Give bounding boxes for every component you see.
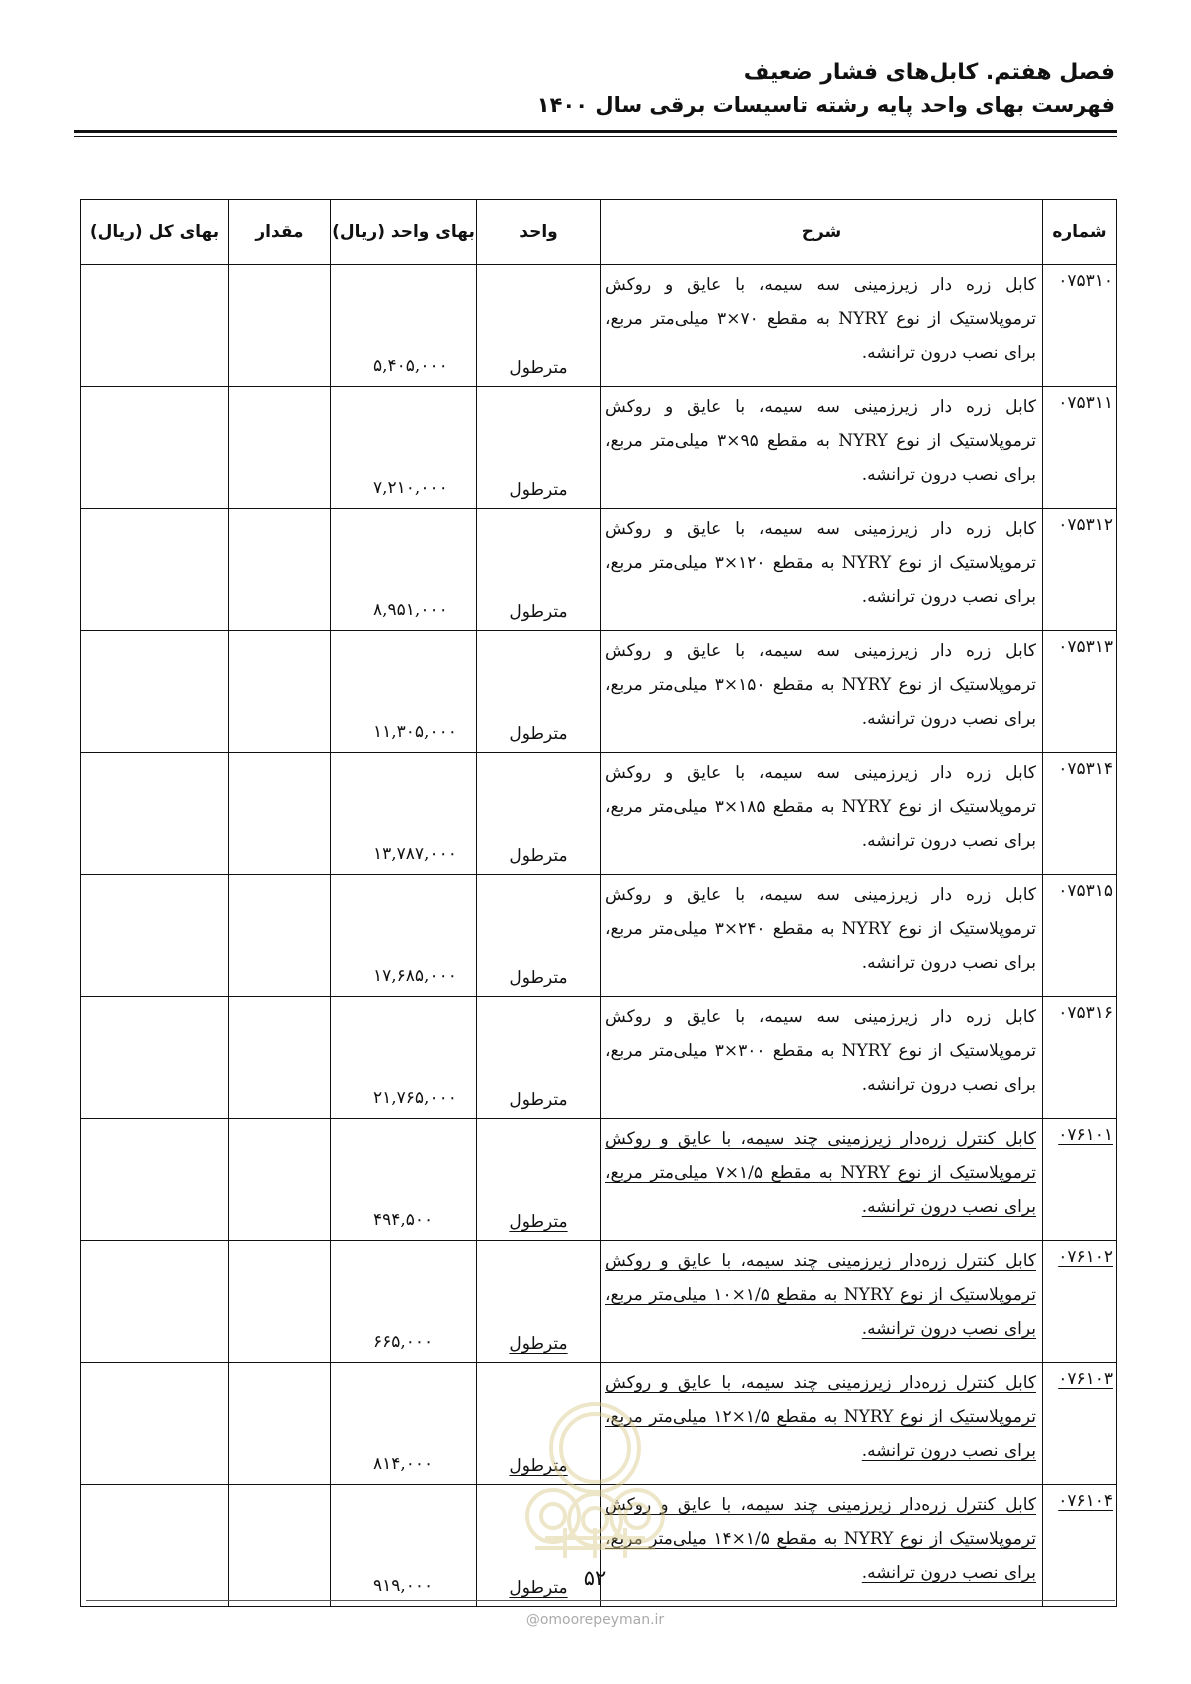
item-code: ۰۷۵۳۱۴ — [1058, 759, 1113, 779]
item-code: ۰۷۶۱۰۳ — [1058, 1369, 1113, 1389]
item-unit: مترطول — [509, 1456, 568, 1476]
page-header — [76, 60, 1115, 117]
item-description: کابل زره دار زیرزمینی سه سیمه، با عایق و روکش ترموپلاستیک از نوع NYRY به مقطع ۱۵۰×۳ میلی‌متر مربع، برای نصب درون ترانشه. — [605, 641, 1036, 729]
item-unit-price: ۸۱۴,۰۰۰ — [373, 1454, 434, 1474]
item-unit: مترطول — [509, 1334, 568, 1354]
item-description: کابل کنترل زره‌دار زیرزمینی چند سیمه، با عایق و روکش ترموپلاستیک از نوع NYRY به مقطع ۱/۵×۷ میلی‌متر مربع، برای نصب درون ترانشه. — [605, 1129, 1036, 1217]
item-unit: مترطول — [509, 602, 568, 622]
item-unit: مترطول — [509, 846, 568, 866]
item-code: ۰۷۶۱۰۱ — [1058, 1125, 1113, 1145]
item-code: ۰۷۵۳۱۳ — [1058, 637, 1113, 657]
col-header-unit-price: بهای واحد (ریال) — [331, 200, 477, 265]
item-description: کابل کنترل زره‌دار زیرزمینی چند سیمه، با عایق و روکش ترموپلاستیک از نوع NYRY به مقطع ۱/۵×۱۰ میلی‌متر مربع، برای نصب درون ترانشه. — [605, 1251, 1036, 1339]
item-unit-price: ۱۷,۶۸۵,۰۰۰ — [373, 966, 457, 986]
page-number: ۵۲ — [583, 1566, 607, 1590]
footer-rule — [86, 1600, 1115, 1601]
item-code: ۰۷۵۳۱۲ — [1058, 515, 1113, 535]
item-unit-price: ۲۱,۷۶۵,۰۰۰ — [373, 1088, 457, 1108]
item-unit-price: ۸,۹۵۱,۰۰۰ — [373, 600, 448, 620]
item-unit-price: ۱۱,۳۰۵,۰۰۰ — [373, 722, 457, 742]
col-header-qty: مقدار — [229, 200, 331, 265]
col-header-desc: شرح — [601, 200, 1043, 265]
item-unit-price: ۹۱۹,۰۰۰ — [373, 1576, 434, 1596]
item-code: ۰۷۵۳۱۵ — [1058, 881, 1113, 901]
table-header-row — [81, 200, 1117, 265]
item-unit-price: ۵,۴۰۵,۰۰۰ — [373, 356, 448, 376]
website-watermark: @omoorepeyman.ir — [525, 1612, 665, 1628]
header-rule-thin — [74, 136, 1117, 137]
item-description: کابل زره دار زیرزمینی سه سیمه، با عایق و روکش ترموپلاستیک از نوع NYRY به مقطع ۱۸۵×۳ میلی‌متر مربع، برای نصب درون ترانشه. — [605, 763, 1036, 851]
table-row — [81, 753, 1117, 875]
item-unit-price: ۴۹۴,۵۰۰ — [373, 1210, 434, 1230]
item-description: کابل زره دار زیرزمینی سه سیمه، با عایق و روکش ترموپلاستیک از نوع NYRY به مقطع ۷۰×۳ میلی‌متر مربع، برای نصب درون ترانشه. — [605, 275, 1036, 363]
item-description: کابل زره دار زیرزمینی سه سیمه، با عایق و روکش ترموپلاستیک از نوع NYRY به مقطع ۹۵×۳ میلی‌متر مربع، برای نصب درون ترانشه. — [605, 397, 1036, 485]
item-description: کابل زره دار زیرزمینی سه سیمه، با عایق و روکش ترموپلاستیک از نوع NYRY به مقطع ۲۴۰×۳ میلی‌متر مربع، برای نصب درون ترانشه. — [605, 885, 1036, 973]
table-row — [81, 1241, 1117, 1363]
table-row — [81, 997, 1117, 1119]
chapter-title: فصل هفتم. کابل‌های فشار ضعیف — [743, 60, 1115, 85]
item-unit: مترطول — [509, 724, 568, 744]
table-row — [81, 265, 1117, 387]
table-row — [81, 387, 1117, 509]
table-row — [81, 631, 1117, 753]
item-unit: مترطول — [509, 480, 568, 500]
item-code: ۰۷۶۱۰۴ — [1058, 1491, 1113, 1511]
item-unit-price: ۷,۲۱۰,۰۰۰ — [373, 478, 448, 498]
item-unit: مترطول — [509, 1090, 568, 1110]
item-unit: مترطول — [509, 1212, 568, 1232]
table-row — [81, 1119, 1117, 1241]
item-description: کابل کنترل زره‌دار زیرزمینی چند سیمه، با عایق و روکش ترموپلاستیک از نوع NYRY به مقطع ۱/۵×۱۲ میلی‌متر مربع، برای نصب درون ترانشه. — [605, 1373, 1036, 1461]
item-unit: مترطول — [509, 1578, 568, 1598]
table-row — [81, 875, 1117, 997]
item-code: ۰۷۶۱۰۲ — [1058, 1247, 1113, 1267]
item-unit: مترطول — [509, 358, 568, 378]
seal-gears-icon — [505, 1388, 685, 1568]
item-unit-price: ۶۶۵,۰۰۰ — [373, 1332, 434, 1352]
item-unit: مترطول — [509, 968, 568, 988]
item-description: کابل کنترل زره‌دار زیرزمینی چند سیمه، با عایق و روکش ترموپلاستیک از نوع NYRY به مقطع ۱/۵×۱۴ میلی‌متر مربع، برای نصب درون ترانشه. — [605, 1495, 1036, 1583]
item-description: کابل زره دار زیرزمینی سه سیمه، با عایق و روکش ترموپلاستیک از نوع NYRY به مقطع ۱۲۰×۳ میلی‌متر مربع، برای نصب درون ترانشه. — [605, 519, 1036, 607]
col-header-unit: واحد — [477, 200, 601, 265]
price-list-title: فهرست بهای واحد پایه رشته تاسیسات برقی سال ۱۴۰۰ — [536, 93, 1115, 117]
item-unit-price: ۱۳,۷۸۷,۰۰۰ — [373, 844, 457, 864]
header-rule-thick — [74, 130, 1117, 133]
col-header-code: شماره — [1043, 200, 1117, 265]
item-description: کابل زره دار زیرزمینی سه سیمه، با عایق و روکش ترموپلاستیک از نوع NYRY به مقطع ۳۰۰×۳ میلی‌متر مربع، برای نصب درون ترانشه. — [605, 1007, 1036, 1095]
col-header-total: بهای کل (ریال) — [81, 200, 229, 265]
item-code: ۰۷۵۳۱۰ — [1058, 271, 1113, 291]
item-code: ۰۷۵۳۱۶ — [1058, 1003, 1113, 1023]
table-row — [81, 509, 1117, 631]
item-code: ۰۷۵۳۱۱ — [1058, 393, 1113, 413]
